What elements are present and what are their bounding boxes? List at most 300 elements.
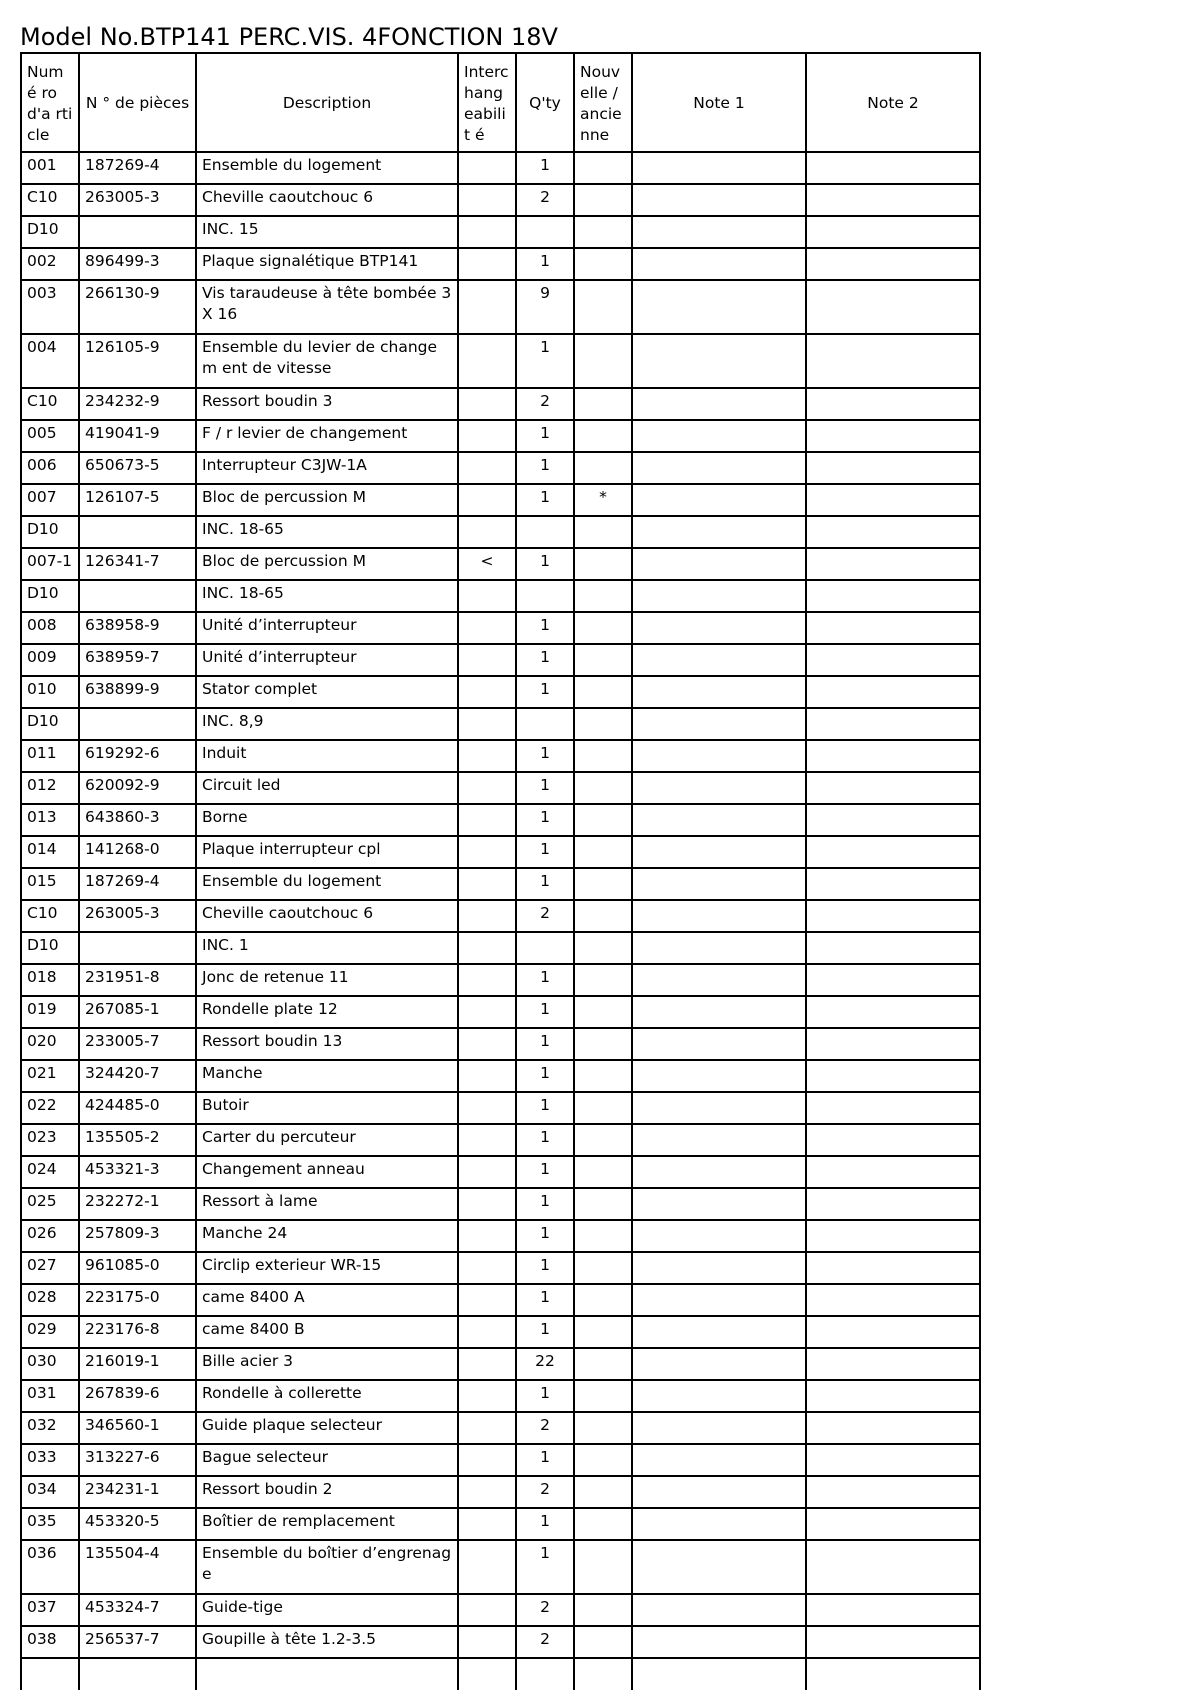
table-row bbox=[21, 1348, 980, 1380]
cell-new-old bbox=[574, 1412, 632, 1444]
cell-description: Goupille à tête 1.2-3.5 bbox=[196, 1626, 458, 1658]
cell-item-number: D10 bbox=[21, 708, 79, 740]
cell-part-number: 126107-5 bbox=[79, 484, 196, 516]
cell-note-2 bbox=[806, 836, 980, 868]
cell-new-old bbox=[574, 1540, 632, 1594]
table-row bbox=[21, 152, 980, 184]
cell-interchangeability bbox=[458, 1028, 516, 1060]
cell-item-number: 003 bbox=[21, 280, 79, 334]
cell-interchangeability bbox=[458, 1316, 516, 1348]
cell-interchangeability bbox=[458, 708, 516, 740]
col-header-part-number: N ° de pièces bbox=[79, 53, 196, 152]
cell-quantity: 1 bbox=[516, 612, 574, 644]
cell-item-number: D10 bbox=[21, 932, 79, 964]
cell-interchangeability bbox=[458, 1348, 516, 1380]
cell-note-2 bbox=[806, 1508, 980, 1540]
cell-note-2 bbox=[806, 388, 980, 420]
cell-note-1 bbox=[632, 740, 806, 772]
cell-item-number: 033 bbox=[21, 1444, 79, 1476]
cell-quantity: 1 bbox=[516, 772, 574, 804]
cell-new-old bbox=[574, 420, 632, 452]
cell-new-old bbox=[574, 248, 632, 280]
cell-note-2 bbox=[806, 1380, 980, 1412]
cell-part-number: 233005-7 bbox=[79, 1028, 196, 1060]
parts-table bbox=[20, 52, 981, 1690]
cell-description: Manche bbox=[196, 1060, 458, 1092]
cell-quantity: 1 bbox=[516, 1060, 574, 1092]
cell-description: Cheville caoutchouc 6 bbox=[196, 900, 458, 932]
table-row bbox=[21, 420, 980, 452]
cell-note-2 bbox=[806, 1124, 980, 1156]
cell-new-old bbox=[574, 1626, 632, 1658]
cell-quantity: 1 bbox=[516, 1092, 574, 1124]
cell-part-number: 453321-3 bbox=[79, 1156, 196, 1188]
cell-new-old bbox=[574, 900, 632, 932]
table-header-row bbox=[21, 53, 980, 152]
cell-item-number: 026 bbox=[21, 1220, 79, 1252]
table-row bbox=[21, 740, 980, 772]
cell-description: Bille acier 3 bbox=[196, 1348, 458, 1380]
table-row bbox=[21, 868, 980, 900]
cell-quantity bbox=[516, 932, 574, 964]
cell-quantity: 2 bbox=[516, 184, 574, 216]
cell-item-number: C10 bbox=[21, 388, 79, 420]
cell-note-1 bbox=[632, 612, 806, 644]
cell-note-2 bbox=[806, 452, 980, 484]
cell-description: INC. 1 bbox=[196, 932, 458, 964]
cell-item-number: 027 bbox=[21, 1252, 79, 1284]
table-row bbox=[21, 334, 980, 388]
cell-note-1 bbox=[632, 1252, 806, 1284]
cell-interchangeability bbox=[458, 580, 516, 612]
cell-note-2 bbox=[806, 334, 980, 388]
cell-quantity: 1 bbox=[516, 836, 574, 868]
cell-item-number: 019 bbox=[21, 996, 79, 1028]
cell-interchangeability bbox=[458, 772, 516, 804]
cell-new-old bbox=[574, 1348, 632, 1380]
cell-new-old bbox=[574, 1380, 632, 1412]
cell-quantity: 1 bbox=[516, 1188, 574, 1220]
cell-interchangeability bbox=[458, 216, 516, 248]
cell-part-number: 187269-4 bbox=[79, 868, 196, 900]
cell-quantity: 1 bbox=[516, 334, 574, 388]
cell-new-old bbox=[574, 580, 632, 612]
cell-note-1 bbox=[632, 452, 806, 484]
cell-part-number: 267839-6 bbox=[79, 1380, 196, 1412]
cell-quantity: 1 bbox=[516, 1540, 574, 1594]
cell-note-2 bbox=[806, 676, 980, 708]
cell-description: Unité d’interrupteur bbox=[196, 644, 458, 676]
table-row bbox=[21, 388, 980, 420]
cell-description: Cheville caoutchouc 6 bbox=[196, 184, 458, 216]
cell-note-1 bbox=[632, 580, 806, 612]
cell-note-2 bbox=[806, 1060, 980, 1092]
cell-note-2 bbox=[806, 152, 980, 184]
cell-new-old bbox=[574, 1060, 632, 1092]
cell-item-number: 014 bbox=[21, 836, 79, 868]
cell-new-old bbox=[574, 1252, 632, 1284]
cell-quantity: 2 bbox=[516, 1594, 574, 1626]
cell-item-number: 038 bbox=[21, 1626, 79, 1658]
cell-note-1 bbox=[632, 836, 806, 868]
cell-note-1 bbox=[632, 184, 806, 216]
cell-interchangeability bbox=[458, 152, 516, 184]
cell-part-number: 223176-8 bbox=[79, 1316, 196, 1348]
cell-description: Circuit led bbox=[196, 772, 458, 804]
cell-interchangeability bbox=[458, 1380, 516, 1412]
cell-interchangeability bbox=[458, 900, 516, 932]
cell-item-number: 024 bbox=[21, 1156, 79, 1188]
cell-note-2 bbox=[806, 1028, 980, 1060]
cell-note-1 bbox=[632, 1444, 806, 1476]
cell-note-2 bbox=[806, 216, 980, 248]
cell-note-1 bbox=[632, 1594, 806, 1626]
cell-part-number: 126341-7 bbox=[79, 548, 196, 580]
cell-description: F / r levier de changement bbox=[196, 420, 458, 452]
cell-quantity: 2 bbox=[516, 1412, 574, 1444]
cell-part-number: 620092-9 bbox=[79, 772, 196, 804]
cell-part-number: 263005-3 bbox=[79, 900, 196, 932]
cell-new-old bbox=[574, 964, 632, 996]
cell-item-number: 036 bbox=[21, 1540, 79, 1594]
cell-quantity: 2 bbox=[516, 1476, 574, 1508]
cell-item-number: 007 bbox=[21, 484, 79, 516]
cell-new-old bbox=[574, 516, 632, 548]
cell-quantity: 2 bbox=[516, 900, 574, 932]
cell-quantity: 1 bbox=[516, 644, 574, 676]
cell-part-number: 638899-9 bbox=[79, 676, 196, 708]
table-row bbox=[21, 1380, 980, 1412]
cell-item-number: 028 bbox=[21, 1284, 79, 1316]
cell-quantity: 1 bbox=[516, 1444, 574, 1476]
cell-note-1 bbox=[632, 388, 806, 420]
cell-note-2 bbox=[806, 516, 980, 548]
cell-interchangeability bbox=[458, 484, 516, 516]
cell-interchangeability bbox=[458, 740, 516, 772]
cell-note-1 bbox=[632, 548, 806, 580]
cell-note-1 bbox=[632, 484, 806, 516]
table-row bbox=[21, 1508, 980, 1540]
table-row bbox=[21, 1220, 980, 1252]
cell-quantity bbox=[516, 516, 574, 548]
cell-note-1 bbox=[632, 900, 806, 932]
cell-note-1 bbox=[632, 1188, 806, 1220]
cell-quantity: 1 bbox=[516, 1220, 574, 1252]
table-body bbox=[21, 152, 980, 1690]
col-header-item-number: Numé ro d'a rticle bbox=[21, 53, 79, 152]
cell-note-2 bbox=[806, 184, 980, 216]
empty-cell bbox=[79, 1658, 196, 1690]
cell-note-2 bbox=[806, 900, 980, 932]
cell-note-2 bbox=[806, 1220, 980, 1252]
cell-note-1 bbox=[632, 996, 806, 1028]
cell-item-number: D10 bbox=[21, 580, 79, 612]
cell-item-number: 009 bbox=[21, 644, 79, 676]
cell-interchangeability bbox=[458, 676, 516, 708]
cell-part-number: 453320-5 bbox=[79, 1508, 196, 1540]
cell-part-number: 216019-1 bbox=[79, 1348, 196, 1380]
table-row bbox=[21, 804, 980, 836]
table-row bbox=[21, 548, 980, 580]
cell-interchangeability bbox=[458, 420, 516, 452]
cell-description: Unité d’interrupteur bbox=[196, 612, 458, 644]
cell-quantity: 1 bbox=[516, 548, 574, 580]
cell-interchangeability bbox=[458, 1412, 516, 1444]
cell-interchangeability bbox=[458, 516, 516, 548]
cell-description: Changement anneau bbox=[196, 1156, 458, 1188]
cell-item-number: 012 bbox=[21, 772, 79, 804]
cell-description: Vis taraudeuse à tête bombée 3X 16 bbox=[196, 280, 458, 334]
cell-part-number: 643860-3 bbox=[79, 804, 196, 836]
table-row bbox=[21, 1092, 980, 1124]
cell-quantity: 1 bbox=[516, 676, 574, 708]
cell-item-number: 022 bbox=[21, 1092, 79, 1124]
cell-description: INC. 8,9 bbox=[196, 708, 458, 740]
cell-note-2 bbox=[806, 1284, 980, 1316]
cell-part-number: 453324-7 bbox=[79, 1594, 196, 1626]
cell-note-1 bbox=[632, 248, 806, 280]
cell-part-number: 141268-0 bbox=[79, 836, 196, 868]
cell-part-number: 126105-9 bbox=[79, 334, 196, 388]
cell-interchangeability bbox=[458, 1594, 516, 1626]
cell-new-old bbox=[574, 280, 632, 334]
cell-note-2 bbox=[806, 1476, 980, 1508]
cell-part-number: 324420-7 bbox=[79, 1060, 196, 1092]
cell-part-number: 135504-4 bbox=[79, 1540, 196, 1594]
cell-description: came 8400 A bbox=[196, 1284, 458, 1316]
table-row bbox=[21, 1540, 980, 1594]
cell-note-1 bbox=[632, 1476, 806, 1508]
cell-item-number: 011 bbox=[21, 740, 79, 772]
cell-note-2 bbox=[806, 932, 980, 964]
cell-new-old bbox=[574, 644, 632, 676]
table-row bbox=[21, 1444, 980, 1476]
cell-part-number: 256537-7 bbox=[79, 1626, 196, 1658]
cell-item-number: 006 bbox=[21, 452, 79, 484]
cell-new-old bbox=[574, 1476, 632, 1508]
cell-quantity bbox=[516, 216, 574, 248]
cell-part-number: 419041-9 bbox=[79, 420, 196, 452]
cell-description: Interrupteur C3JW-1A bbox=[196, 452, 458, 484]
cell-quantity: 1 bbox=[516, 1508, 574, 1540]
table-row bbox=[21, 1284, 980, 1316]
cell-new-old bbox=[574, 1188, 632, 1220]
cell-item-number: 035 bbox=[21, 1508, 79, 1540]
cell-description: Guide-tige bbox=[196, 1594, 458, 1626]
cell-note-1 bbox=[632, 216, 806, 248]
cell-note-2 bbox=[806, 612, 980, 644]
cell-item-number: D10 bbox=[21, 516, 79, 548]
cell-description: Ressort boudin 2 bbox=[196, 1476, 458, 1508]
cell-item-number: 023 bbox=[21, 1124, 79, 1156]
cell-item-number: D10 bbox=[21, 216, 79, 248]
empty-cell bbox=[516, 1658, 574, 1690]
cell-note-2 bbox=[806, 280, 980, 334]
cell-note-2 bbox=[806, 708, 980, 740]
cell-interchangeability bbox=[458, 932, 516, 964]
cell-item-number: 010 bbox=[21, 676, 79, 708]
cell-description: Ensemble du levier de changem ent de vitesse bbox=[196, 334, 458, 388]
empty-cell bbox=[21, 1658, 79, 1690]
empty-cell bbox=[196, 1658, 458, 1690]
cell-description: Manche 24 bbox=[196, 1220, 458, 1252]
cell-item-number: 020 bbox=[21, 1028, 79, 1060]
cell-new-old bbox=[574, 1220, 632, 1252]
cell-item-number: 008 bbox=[21, 612, 79, 644]
cell-interchangeability bbox=[458, 868, 516, 900]
cell-item-number: 037 bbox=[21, 1594, 79, 1626]
cell-new-old bbox=[574, 1124, 632, 1156]
table-row bbox=[21, 964, 980, 996]
col-header-note-1: Note 1 bbox=[632, 53, 806, 152]
cell-item-number: 005 bbox=[21, 420, 79, 452]
cell-part-number: 257809-3 bbox=[79, 1220, 196, 1252]
cell-interchangeability bbox=[458, 1188, 516, 1220]
table-row bbox=[21, 708, 980, 740]
cell-note-1 bbox=[632, 1412, 806, 1444]
cell-item-number: 004 bbox=[21, 334, 79, 388]
table-row bbox=[21, 772, 980, 804]
cell-interchangeability bbox=[458, 996, 516, 1028]
col-header-quantity: Q'ty bbox=[516, 53, 574, 152]
cell-part-number bbox=[79, 932, 196, 964]
table-row bbox=[21, 676, 980, 708]
cell-part-number: 266130-9 bbox=[79, 280, 196, 334]
cell-quantity: 1 bbox=[516, 420, 574, 452]
table-row-cutoff bbox=[21, 1658, 980, 1690]
cell-note-1 bbox=[632, 1348, 806, 1380]
cell-new-old bbox=[574, 996, 632, 1028]
cell-note-2 bbox=[806, 248, 980, 280]
cell-quantity: 1 bbox=[516, 452, 574, 484]
cell-new-old bbox=[574, 152, 632, 184]
cell-quantity: 1 bbox=[516, 1380, 574, 1412]
cell-note-1 bbox=[632, 334, 806, 388]
cell-interchangeability bbox=[458, 248, 516, 280]
cell-quantity: 1 bbox=[516, 1316, 574, 1348]
cell-note-2 bbox=[806, 1092, 980, 1124]
cell-new-old bbox=[574, 1594, 632, 1626]
table-row bbox=[21, 516, 980, 548]
cell-description: INC. 18-65 bbox=[196, 580, 458, 612]
cell-note-2 bbox=[806, 1252, 980, 1284]
cell-quantity: 2 bbox=[516, 388, 574, 420]
cell-note-2 bbox=[806, 420, 980, 452]
cell-new-old bbox=[574, 868, 632, 900]
col-header-interchangeability: Interc hang eabilit é bbox=[458, 53, 516, 152]
cell-description: INC. 15 bbox=[196, 216, 458, 248]
cell-note-2 bbox=[806, 1156, 980, 1188]
table-row bbox=[21, 1124, 980, 1156]
empty-cell bbox=[458, 1658, 516, 1690]
table-row bbox=[21, 612, 980, 644]
cell-part-number: 961085-0 bbox=[79, 1252, 196, 1284]
cell-part-number: 135505-2 bbox=[79, 1124, 196, 1156]
cell-part-number: 619292-6 bbox=[79, 740, 196, 772]
table-row bbox=[21, 1188, 980, 1220]
cell-interchangeability: < bbox=[458, 548, 516, 580]
cell-note-1 bbox=[632, 152, 806, 184]
page-title: Model No.BTP141 PERC.VIS. 4FONCTION 18V bbox=[20, 23, 558, 51]
cell-part-number: 346560-1 bbox=[79, 1412, 196, 1444]
cell-interchangeability bbox=[458, 804, 516, 836]
col-header-note-2: Note 2 bbox=[806, 53, 980, 152]
cell-part-number: 231951-8 bbox=[79, 964, 196, 996]
cell-description: Butoir bbox=[196, 1092, 458, 1124]
cell-note-1 bbox=[632, 932, 806, 964]
table-row bbox=[21, 280, 980, 334]
cell-quantity: 1 bbox=[516, 248, 574, 280]
cell-new-old bbox=[574, 1156, 632, 1188]
cell-part-number bbox=[79, 216, 196, 248]
table-row bbox=[21, 900, 980, 932]
cell-part-number: 223175-0 bbox=[79, 1284, 196, 1316]
cell-description: Bloc de percussion M bbox=[196, 484, 458, 516]
cell-description: Plaque signalétique BTP141 bbox=[196, 248, 458, 280]
cell-note-1 bbox=[632, 1092, 806, 1124]
cell-note-1 bbox=[632, 1626, 806, 1658]
cell-interchangeability bbox=[458, 1252, 516, 1284]
cell-note-1 bbox=[632, 708, 806, 740]
cell-new-old bbox=[574, 1444, 632, 1476]
cell-interchangeability bbox=[458, 1508, 516, 1540]
cell-part-number: 267085-1 bbox=[79, 996, 196, 1028]
cell-note-1 bbox=[632, 868, 806, 900]
cell-description: Bloc de percussion M bbox=[196, 548, 458, 580]
table-row bbox=[21, 1156, 980, 1188]
cell-note-1 bbox=[632, 516, 806, 548]
table-row bbox=[21, 1252, 980, 1284]
cell-note-2 bbox=[806, 1444, 980, 1476]
cell-interchangeability bbox=[458, 184, 516, 216]
cell-note-2 bbox=[806, 548, 980, 580]
cell-new-old bbox=[574, 1316, 632, 1348]
cell-description: Ressort à lame bbox=[196, 1188, 458, 1220]
cell-part-number: 424485-0 bbox=[79, 1092, 196, 1124]
cell-quantity: 1 bbox=[516, 1284, 574, 1316]
cell-description: Induit bbox=[196, 740, 458, 772]
cell-quantity: 2 bbox=[516, 1626, 574, 1658]
table-row bbox=[21, 184, 980, 216]
cell-interchangeability bbox=[458, 452, 516, 484]
cell-quantity: 1 bbox=[516, 804, 574, 836]
cell-item-number: 002 bbox=[21, 248, 79, 280]
cell-quantity: 1 bbox=[516, 1124, 574, 1156]
cell-item-number: 032 bbox=[21, 1412, 79, 1444]
cell-note-2 bbox=[806, 772, 980, 804]
cell-quantity bbox=[516, 708, 574, 740]
cell-new-old bbox=[574, 676, 632, 708]
cell-description: Rondelle à collerette bbox=[196, 1380, 458, 1412]
cell-description: Circlip exterieur WR-15 bbox=[196, 1252, 458, 1284]
cell-item-number: C10 bbox=[21, 184, 79, 216]
cell-note-1 bbox=[632, 1380, 806, 1412]
cell-item-number: 034 bbox=[21, 1476, 79, 1508]
cell-new-old bbox=[574, 804, 632, 836]
cell-item-number: 007-1 bbox=[21, 548, 79, 580]
cell-description: Bague selecteur bbox=[196, 1444, 458, 1476]
table-row bbox=[21, 1412, 980, 1444]
cell-note-1 bbox=[632, 964, 806, 996]
cell-description: Ensemble du logement bbox=[196, 152, 458, 184]
cell-note-1 bbox=[632, 1220, 806, 1252]
cell-part-number: 234231-1 bbox=[79, 1476, 196, 1508]
cell-quantity: 1 bbox=[516, 964, 574, 996]
cell-description: Ressort boudin 3 bbox=[196, 388, 458, 420]
cell-note-1 bbox=[632, 420, 806, 452]
cell-note-1 bbox=[632, 804, 806, 836]
cell-note-2 bbox=[806, 740, 980, 772]
